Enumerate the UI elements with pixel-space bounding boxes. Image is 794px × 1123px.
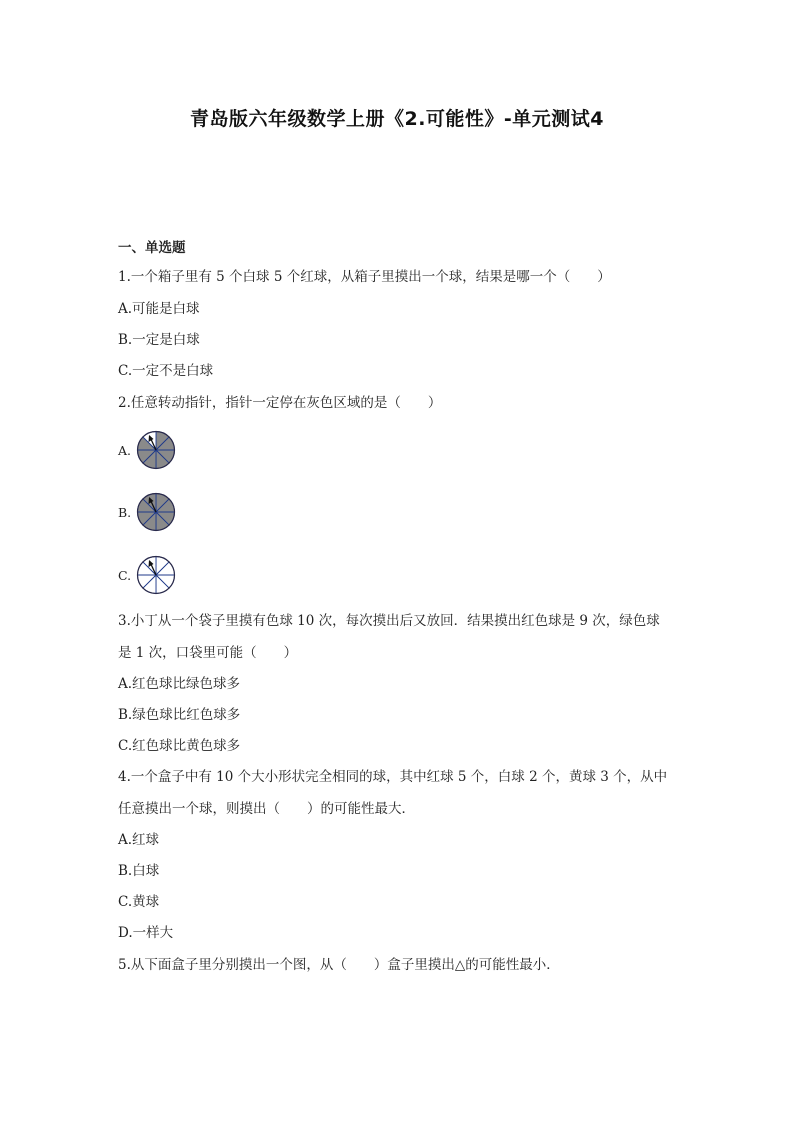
question-4-option-b: B.白球 [118, 863, 160, 879]
question-5-stem: 5.从下面盒子里分别摸出一个图，从（ ）盒子里摸出△的可能性最小． [118, 957, 560, 973]
question-2-option-c [118, 555, 176, 595]
question-3-option-a: A.红色球比绿色球多 [118, 676, 241, 692]
question-1-option-a: A.可能是白球 [118, 301, 200, 317]
option-label: A. [118, 442, 132, 458]
question-1-option-b: B.一定是白球 [118, 332, 200, 348]
question-1-option-c: C.一定不是白球 [118, 363, 214, 379]
question-1-stem: 1.一个箱子里有 5 个白球 5 个红球，从箱子里摸出一个球，结果是哪一个（ ） [118, 269, 611, 285]
spinner-b-all-gray [136, 492, 176, 532]
section-heading: 一、单选题 [118, 240, 186, 256]
document-title: 青岛版六年级数学上册《2.可能性》-单元测试4 [189, 108, 605, 130]
question-4-option-d: D.一样大 [118, 925, 174, 941]
question-2-stem: 2.任意转动指针，指针一定停在灰色区域的是（ ） [118, 395, 442, 411]
option-label: C. [118, 567, 132, 583]
spinner-c-all-white [136, 555, 176, 595]
question-3-stem-line2: 是 1 次，口袋里可能（ ） [118, 645, 298, 661]
question-2-option-a [118, 430, 176, 470]
question-3-option-b: B.绿色球比红色球多 [118, 707, 241, 723]
question-3-stem-line1: 3.小丁从一个袋子里摸有色球 10 次，每次摸出后又放回．结果摸出红色球是 9 次，绿色球 [118, 613, 660, 629]
question-4-stem-line2: 任意摸出一个球，则摸出（ ）的可能性最大． [118, 801, 415, 817]
question-4-option-a: A.红球 [118, 832, 160, 848]
question-3-option-c: C.红色球比黄色球多 [118, 738, 241, 754]
option-label: B. [118, 504, 132, 520]
question-4-stem-line1: 4.一个盒子中有 10 个大小形状完全相同的球，其中红球 5 个，白球 2 个，黄球 3 个，从中 [118, 769, 668, 785]
question-2-option-b [118, 492, 176, 532]
question-4-option-c: C.黄球 [118, 894, 160, 910]
spinner-a-mostly-gray [136, 430, 176, 470]
